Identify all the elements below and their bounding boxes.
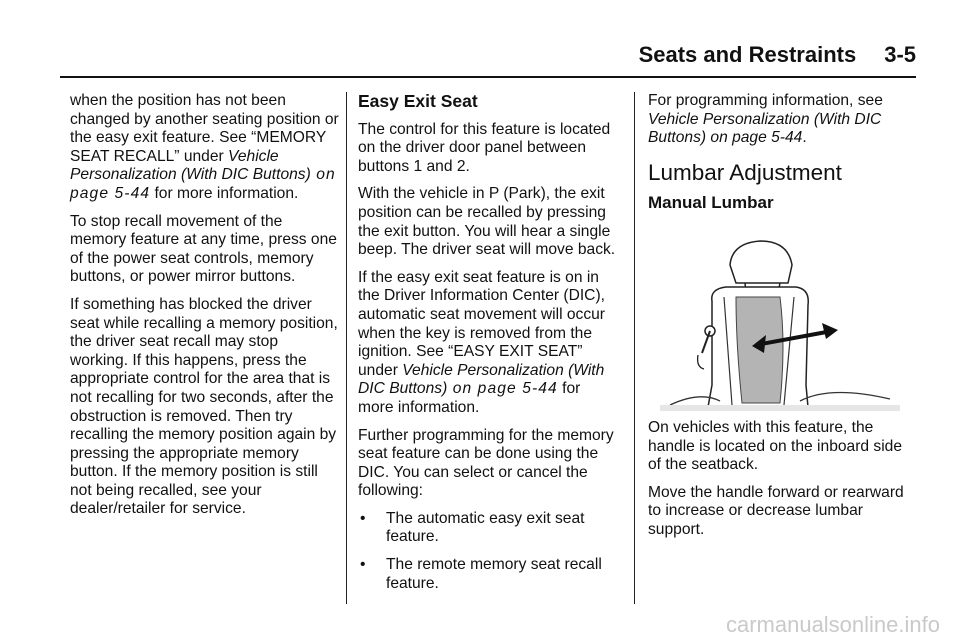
text: for more information. xyxy=(358,380,581,416)
paragraph: Move the handle forward or rearward to increase or decrease lumbar support. xyxy=(648,483,904,538)
paragraph xyxy=(358,269,620,418)
bullet-icon: • xyxy=(360,556,366,574)
column-3 xyxy=(648,92,910,549)
text: when the position has not been changed by another seating position or the easy exit feature. See “MEMORY SEAT RECALL” under xyxy=(70,92,339,165)
column-divider-1 xyxy=(346,92,347,604)
cross-reference-link[interactable]: Vehicle Personalization (With DIC Buttons) xyxy=(70,147,311,184)
list-item-text: The automatic easy exit seat feature. xyxy=(386,509,585,546)
list-item xyxy=(358,510,620,547)
list-item xyxy=(358,556,620,593)
subsection-heading: Manual Lumbar xyxy=(648,193,774,213)
page-header xyxy=(60,42,916,68)
cross-reference-link[interactable]: Vehicle Personalization (With DIC Buttons) xyxy=(358,361,605,398)
section-title: Seats and Restraints xyxy=(638,42,857,67)
page-reference[interactable]: on page 5-44 xyxy=(447,380,558,398)
text: If the easy exit seat feature is on in the Driver Information Center (DIC), automatic seat movement will occur when the key is removed from the ignition. See “EASY EXIT SEAT” under xyxy=(358,268,605,379)
watermark-text: carmanualsonline.info xyxy=(725,612,940,637)
paragraph xyxy=(648,92,910,148)
paragraph xyxy=(70,92,340,204)
paragraph: Further programming for the memory seat feature can be done using the DIC. You can select or cancel the following: xyxy=(358,426,614,500)
page-number: 3-5 xyxy=(884,42,916,67)
cross-reference-link[interactable]: Vehicle Personalization (With DIC Buttons) on page 5-44 xyxy=(648,110,882,147)
paragraph: On vehicles with this feature, the handle is located on the inboard side of the seatback. xyxy=(648,418,903,474)
column-1 xyxy=(70,92,340,528)
section-heading: Easy Exit Seat xyxy=(358,91,478,111)
text: for more information. xyxy=(150,184,299,202)
lumbar-seat-illustration xyxy=(660,235,900,411)
paragraph: If something has blocked the driver seat while recalling a memory position, the driver seat recall may stop working. If this happens, press the appropriate control for the area that is not recalling for two seconds, after the obstruction is removed. Then try recalling the memory position again by pressing the appropriate memory button. If the memory position is still not being recalled, see your dealer/retailer for service. xyxy=(70,295,338,518)
paragraph: With the vehicle in P (Park), the exit position can be recalled by pressing the exit button. You will hear a single beep. The driver seat will move back. xyxy=(358,185,616,259)
paragraph: The control for this feature is located on the driver door panel between buttons 1 and 2. xyxy=(358,120,611,175)
bullet-icon: • xyxy=(360,509,366,527)
list-item-text: The remote memory seat recall feature. xyxy=(386,556,602,592)
header-rule xyxy=(60,76,916,78)
text: For programming information, see xyxy=(648,92,883,109)
column-2 xyxy=(358,92,620,602)
section-heading: Lumbar Adjustment xyxy=(648,159,842,185)
paragraph: To stop recall movement of the memory feature at any time, press one of the power seat controls, memory buttons, or power mirror buttons. xyxy=(70,212,337,286)
column-divider-2 xyxy=(634,92,635,604)
text: . xyxy=(802,129,807,147)
page-reference[interactable]: on page 5-44 xyxy=(70,166,336,202)
